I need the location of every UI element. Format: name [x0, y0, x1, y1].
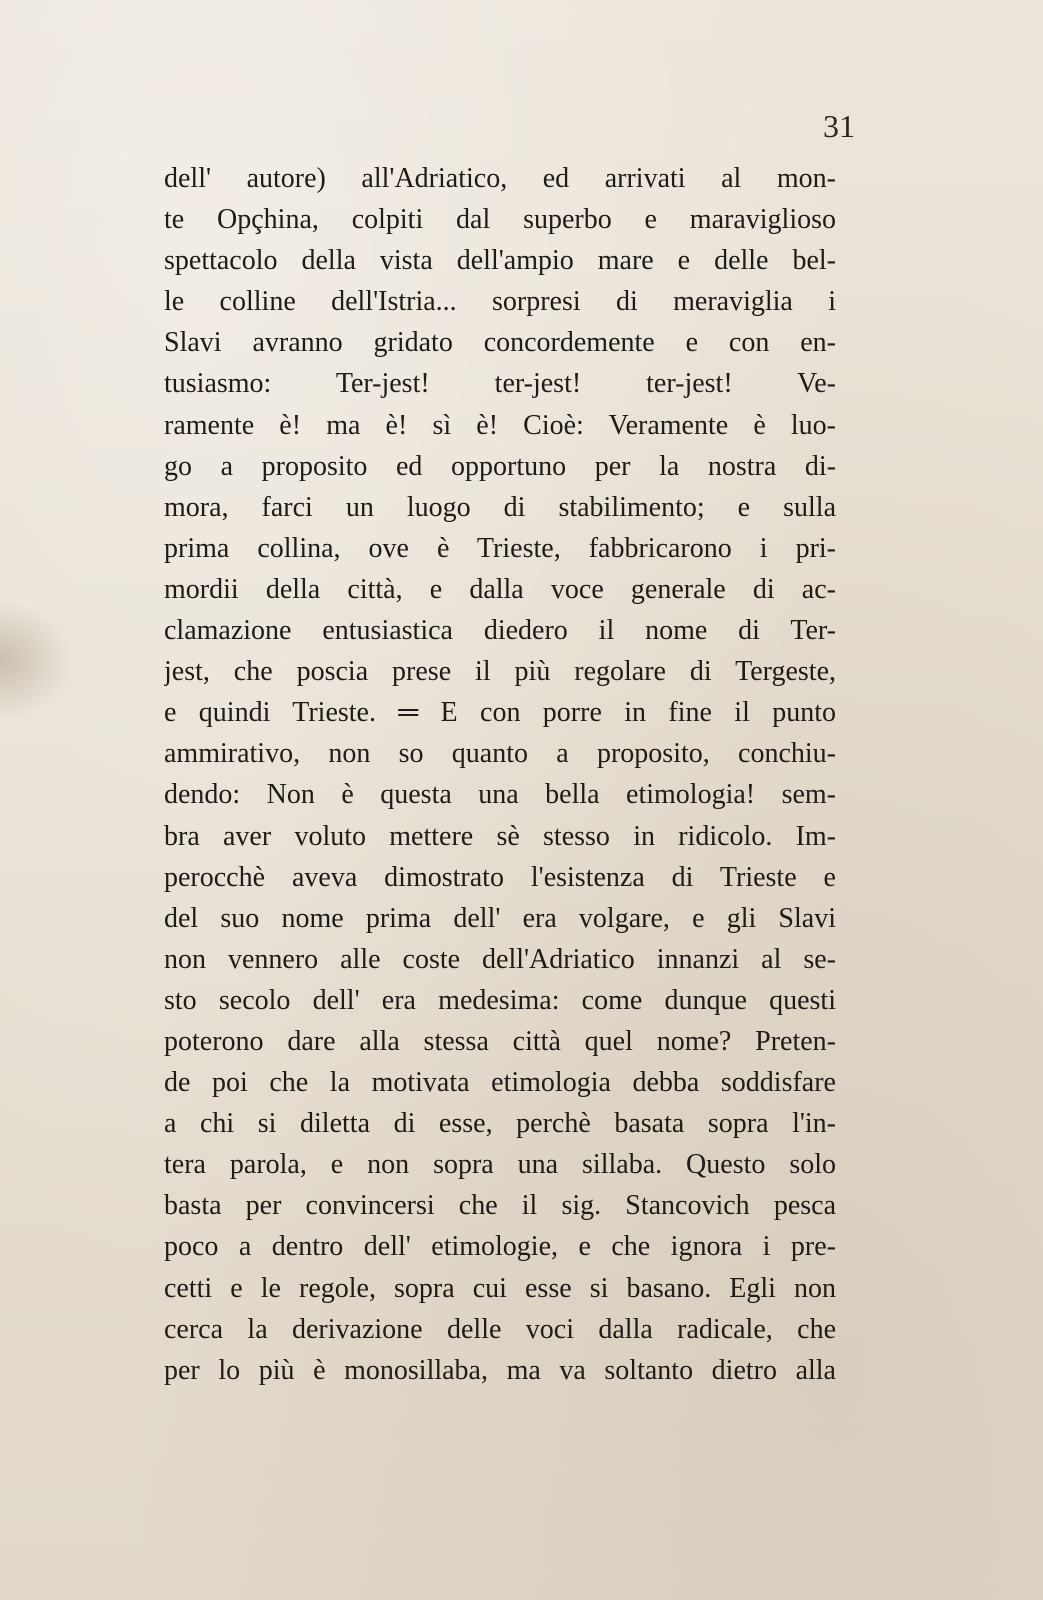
text-line: prima collina, ove è Trieste, fabbricarono i pri-	[164, 532, 836, 564]
text-line: mora, farci un luogo di stabilimento; e sulla	[164, 491, 836, 523]
text-line: le colline dell'Istria... sorpresi di meraviglia i	[164, 286, 836, 318]
text-line: jest, che poscia prese il più regolare di Tergeste,	[164, 656, 836, 688]
text-line: non vennero alle coste dell'Adriatico innanzi al se-	[164, 943, 836, 975]
text-line: Slavi avranno gridato concordemente e con en-	[164, 327, 836, 359]
text-line: basta per convincersi che il sig. Stancovich pesca	[164, 1190, 836, 1222]
text-line: bra aver voluto mettere sè stesso in ridicolo. Im-	[164, 820, 836, 852]
paper-tear	[0, 600, 75, 720]
text-line: del suo nome prima dell' era volgare, e gli Slavi	[164, 902, 836, 934]
text-line: ammirativo, non so quanto a proposito, conchiu-	[164, 738, 836, 770]
text-line: sto secolo dell' era medesima: come dunque questi	[164, 984, 836, 1016]
text-line: poterono dare alla stessa città quel nome? Preten-	[164, 1025, 836, 1057]
text-line: cerca la derivazione delle voci dalla radicale, che	[164, 1313, 836, 1345]
text-line: per lo più è monosillaba, ma va soltanto dietro alla	[164, 1354, 836, 1386]
text-line: perocchè aveva dimostrato l'esistenza di Trieste e	[164, 861, 836, 893]
text-line: tera parola, e non sopra una sillaba. Questo solo	[164, 1149, 836, 1181]
text-line: te Opçhina, colpiti dal superbo e maraviglioso	[164, 204, 836, 236]
page-number: 31	[823, 108, 855, 144]
text-line: de poi che la motivata etimologia debba soddisfare	[164, 1067, 836, 1099]
text-line: cetti e le regole, sopra cui esse si basano. Egli non	[164, 1272, 836, 1304]
text-line: e quindi Trieste. ═ E con porre in fine il punto	[164, 697, 836, 729]
body-text	[164, 158, 836, 1391]
text-line: a chi si diletta di esse, perchè basata sopra l'in-	[164, 1108, 836, 1140]
text-line: poco a dentro dell' etimologie, e che ignora i pre-	[164, 1231, 836, 1263]
text-line: dendo: Non è questa una bella etimologia! sem-	[164, 779, 836, 811]
text-line: clamazione entusiastica diedero il nome di Ter-	[164, 615, 836, 647]
text-line: tusiasmo: Ter-jest! ter-jest! ter-jest! Ve-	[164, 368, 836, 400]
text-line: spettacolo della vista dell'ampio mare e delle bel-	[164, 245, 836, 277]
text-line: mordii della città, e dalla voce generale di ac-	[164, 573, 836, 605]
text-line: ramente è! ma è! sì è! Cioè: Veramente è luo-	[164, 409, 836, 441]
text-line: go a proposito ed opportuno per la nostra di-	[164, 450, 836, 482]
text-line: dell' autore) all'Adriatico, ed arrivati al mon-	[164, 163, 836, 194]
